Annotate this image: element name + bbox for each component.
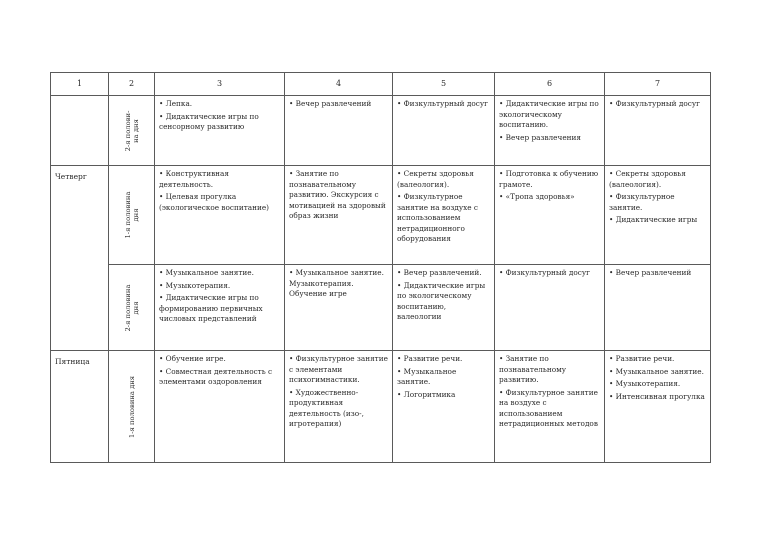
activity-item: • Художественно-продуктивная деятельность (изо-, игротерапия) [289,388,388,430]
activity-list [397,354,490,400]
activity-item: • Развитие речи. [609,354,706,365]
activity-item: • Вечер развлечений [609,268,706,279]
period-label: 2-я половина дня [123,283,140,332]
day-cell [51,96,109,166]
activity-list [499,268,600,279]
activity-item: • Музыкальное занятие. [397,367,490,388]
activity-list [499,169,600,203]
table-row [51,96,711,166]
activity-cell [605,166,711,265]
activity-item: • Дидактические игры [609,215,706,226]
period-cell [109,351,155,463]
activity-item: • Физкультурное занятие с элементами психогимнастики. [289,354,388,386]
activity-cell [605,265,711,351]
activity-cell [285,166,393,265]
activity-cell [393,166,495,265]
activity-item: • Музыкальное занятие. [159,268,280,279]
activity-item: • «Тропа здоровья» [499,192,600,203]
activity-item: • Музыкотерапия. [609,379,706,390]
header-row [51,73,711,96]
column-header: 2 [109,73,155,96]
activity-cell [155,166,285,265]
activity-item: • Вечер развлечения [499,133,600,144]
activity-item: • Подготовка к обучению грамоте. [499,169,600,190]
activity-list [289,354,388,430]
activity-list [159,354,280,388]
activity-cell [155,351,285,463]
activity-item: • Физкультурный досуг [499,268,600,279]
activity-item: • Обучение игре. [159,354,280,365]
column-header: 7 [605,73,711,96]
activity-list [499,354,600,430]
activity-item: • Занятие по познавательному развитию. [499,354,600,386]
table-row [51,351,711,463]
activity-cell [393,351,495,463]
period-cell [109,96,155,166]
activity-item: • Музыкальное занятие. [609,367,706,378]
activity-cell [605,351,711,463]
activity-list [609,169,706,226]
activity-list [289,169,388,222]
activity-item: • Дидактические игры по экологическому воспитанию. [499,99,600,131]
activity-list [159,268,280,325]
activity-item: • Музыкальное занятие. Музыкотерапия. Обучение игре [289,268,388,300]
day-cell: Четверг [51,166,109,351]
day-cell: Пятница [51,351,109,463]
activity-list [609,99,706,110]
activity-list [159,99,280,133]
activity-item: • Секреты здоровья (валеология). [397,169,490,190]
activity-list [397,99,490,110]
activity-item: • Дидактические игры по экологическому воспитанию, валеологии [397,281,490,323]
activity-list [289,99,388,110]
activity-item: • Конструктивная деятельность. [159,169,280,190]
activity-list [397,169,490,245]
activity-item: • Развитие речи. [397,354,490,365]
period-label: 1-я половина дня [127,375,136,438]
activity-item: • Физкультурное занятие на воздухе с использованием нетрадиционных методов [499,388,600,430]
activity-item: • Совместная деятельность с элементами оздоровления [159,367,280,388]
column-header: 4 [285,73,393,96]
activity-cell [605,96,711,166]
activity-list [159,169,280,213]
activity-item: • Целевая прогулка (экологическое воспитание) [159,192,280,213]
table-row [51,166,711,265]
activity-list [289,268,388,300]
activity-item: • Физкультурный досуг [609,99,706,110]
activity-list [499,99,600,143]
period-label: 1-я половина дня [123,191,140,239]
activity-cell [155,265,285,351]
activity-item: • Вечер развлечений [289,99,388,110]
activity-item: • Физкультурное занятие. [609,192,706,213]
period-label: 2-я полови- на дня [123,110,140,151]
period-cell [109,265,155,351]
activity-cell [285,96,393,166]
activity-cell [285,265,393,351]
activity-item: • Дидактические игры по формированию первичных числовых представлений [159,293,280,325]
schedule-table [50,72,711,463]
activity-cell [393,265,495,351]
activity-cell [495,351,605,463]
activity-cell [155,96,285,166]
column-header: 3 [155,73,285,96]
activity-cell [393,96,495,166]
column-header: 5 [393,73,495,96]
activity-list [397,268,490,323]
activity-cell [285,351,393,463]
activity-item: • Вечер развлечений. [397,268,490,279]
period-cell [109,166,155,265]
activity-item: • Секреты здоровья (валеология). [609,169,706,190]
column-header: 1 [51,73,109,96]
activity-item: • Физкультурное занятие на воздухе с использованием нетрадиционного оборудования [397,192,490,245]
activity-item: • Логоритмика [397,390,490,401]
column-header: 6 [495,73,605,96]
table-row [51,265,711,351]
activity-item: • Музыкотерапия. [159,281,280,292]
activity-list [609,268,706,279]
activity-item: • Занятие по познавательному развитию. Экскурсия с мотивацией на здоровый образ жизни [289,169,388,222]
activity-cell [495,265,605,351]
activity-item: • Интенсивная прогулка [609,392,706,403]
activity-item: • Дидактические игры по сенсорному развитию [159,112,280,133]
activity-cell [495,96,605,166]
activity-cell [495,166,605,265]
activity-item: • Физкультурный досуг [397,99,490,110]
activity-item: • Лепка. [159,99,280,110]
activity-list [609,354,706,402]
